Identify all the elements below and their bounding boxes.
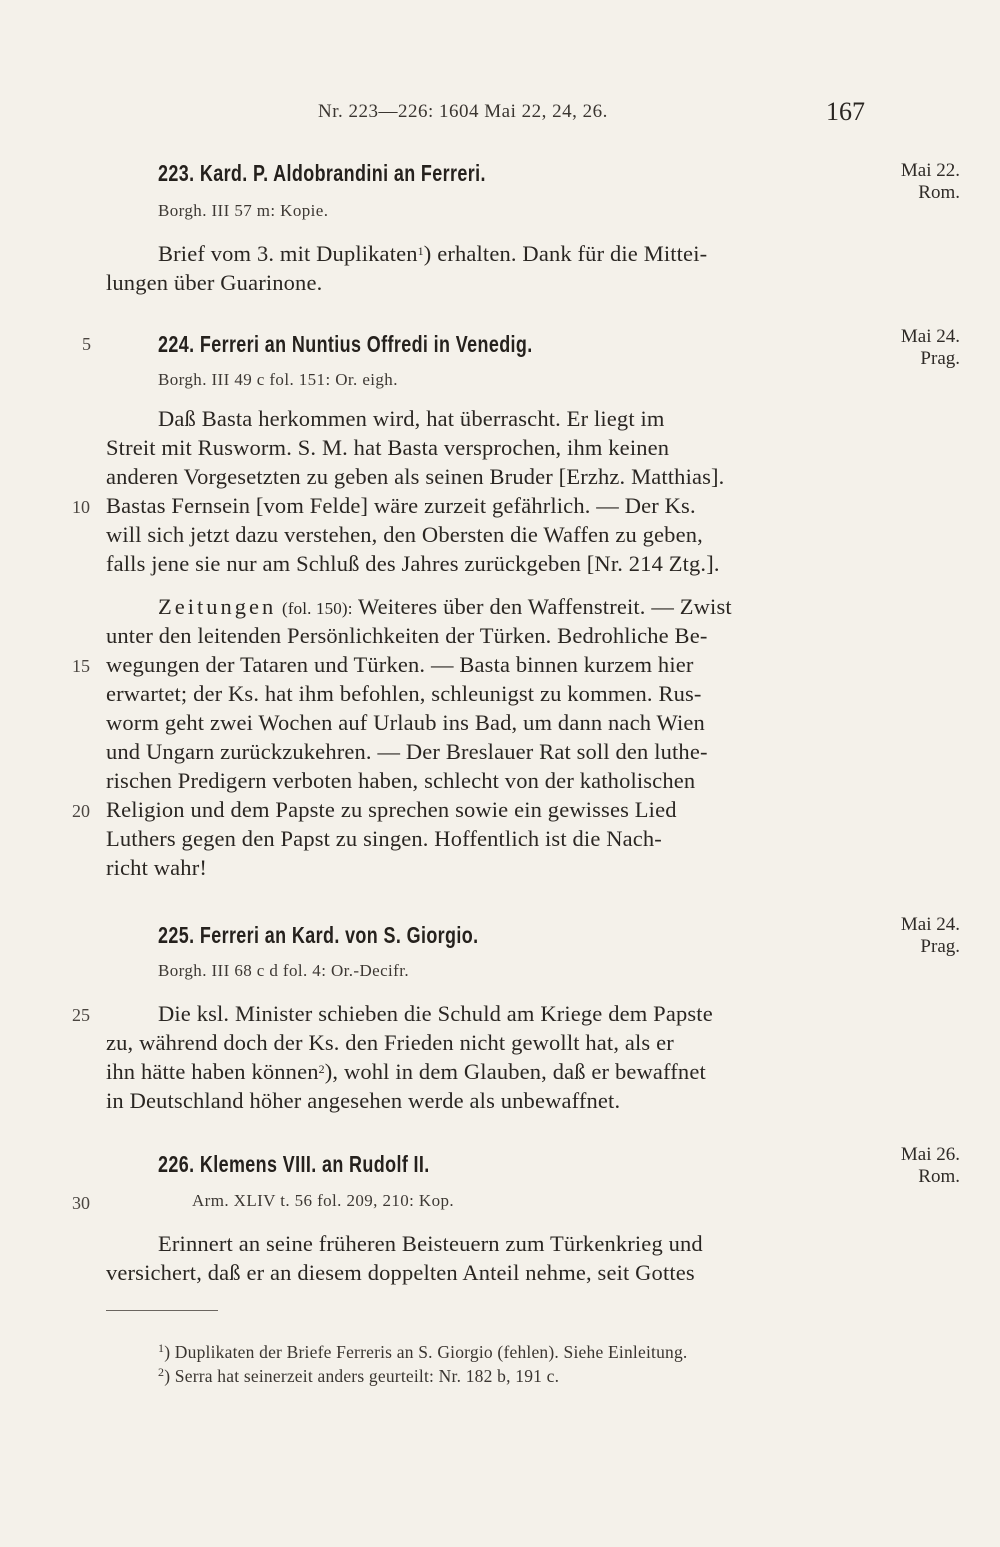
text-line: worm geht zwei Wochen auf Urlaub ins Bad, um dann nach Wien [106,710,705,735]
text-line: richt wahr! [106,855,207,880]
text-line: anderen Vorgesetzten zu geben als seinen Bruder [Erzhz. Matthias]. [106,464,725,489]
margin-date: Mai 22. [900,160,960,181]
line-number: 30 [72,1193,90,1213]
text-line: Die ksl. Minister schieben die Schuld am Kriege dem Papste [158,1001,713,1026]
text-line: ihn hätte haben können$^2$), wohl in dem Glauben, daß er bewaffnet [106,1059,706,1084]
text-line: Religion und dem Papste zu sprechen sowie ein gewisses Lied [106,797,677,822]
running-head: Nr. 223—226: 1604 Mai 22, 24, 26. [318,101,608,122]
line-number: 20 [72,801,90,821]
text-line: Daß Basta herkommen wird, hat überrascht. Er liegt im [158,406,665,431]
entry-source-223: Borgh. III 57 m: Kopie. [158,201,329,220]
line-number: 10 [72,497,90,517]
entry-source-224: Borgh. III 49 c fol. 151: Or. eigh. [158,370,398,389]
margin-date: Mai 24. [900,326,960,347]
text-line: Streit mit Rusworm. S. M. hat Basta versprochen, ihm keinen [106,435,670,460]
margin-date-226 [901,1144,960,1188]
text-line: Erinnert an seine früheren Beisteuern zum Türkenkrieg und [158,1231,703,1256]
entry-heading-223: 223. Kard. P. Aldobrandini an Ferreri. [158,160,486,186]
text-line: zu, während doch der Ks. den Frieden nicht gewollt hat, als er [106,1030,674,1055]
footnote-2: $^2$) Serra hat seinerzeit anders geurteilt: Nr. 182 b, 191 c. [158,1365,560,1386]
footnote-divider [106,1310,218,1311]
line-number: 15 [72,656,90,676]
entry-heading-226: 226. Klemens VIII. an Rudolf II. [158,1151,430,1177]
margin-date-223 [901,160,960,204]
text-line: in Deutschland höher angesehen werde als unbewaffnet. [106,1088,621,1113]
footnote-ref: 2 [318,1062,325,1076]
line-number: 25 [72,1005,90,1025]
entry-source-226: Arm. XLIV t. 56 fol. 209, 210: Kop. [192,1191,455,1210]
text-line: Bastas Fernsein [vom Felde] wäre zurzeit gefährlich. — Der Ks. [106,493,696,518]
margin-place: Prag. [920,936,960,957]
margin-date-225 [901,914,960,958]
footnote-1: $^1$) Duplikaten der Briefe Ferreris an S. Giorgio (fehlen). Siehe Einleitung. [158,1341,688,1362]
text-line: erwartet; der Ks. hat ihm befohlen, schleunigst zu kommen. Rus- [106,681,702,706]
line-number: 5 [82,334,91,354]
text-line: rischen Predigern verboten haben, schlecht von der katholischen [106,768,696,793]
footnote-ref: 1 [417,244,424,258]
text-line: Luthers gegen den Papst zu singen. Hoffentlich ist die Nach- [106,826,662,851]
margin-place: Prag. [920,348,960,369]
margin-date-224 [901,326,960,370]
entry-source-225: Borgh. III 68 c d fol. 4: Or.-Decifr. [158,961,410,980]
margin-place: Rom. [918,182,960,203]
text-line: will sich jetzt dazu verstehen, den Obersten die Waffen zu geben, [106,522,703,547]
text-line: und Ungarn zurückzukehren. — Der Breslauer Rat soll den luthe- [106,739,708,764]
text-line: Zeitungen (fol. 150): Weiteres über den Waffenstreit. — Zwist [158,594,732,619]
text-line: falls jene sie nur am Schluß des Jahres zurückgeben [Nr. 214 Ztg.]. [106,551,720,576]
text-line: Brief vom 3. mit Duplikaten$^1$) erhalten. Dank für die Mittei- [158,241,708,266]
text-line: unter den leitenden Persönlichkeiten der Türken. Bedrohliche Be- [106,623,708,648]
margin-date: Mai 26. [900,1144,960,1165]
text-line: versichert, daß er an diesem doppelten Anteil nehme, seit Gottes [106,1260,695,1285]
text-line: lungen über Guarinone. [106,270,323,295]
page-number: 167 [826,97,865,126]
margin-date: Mai 24. [900,914,960,935]
entry-heading-224: 224. Ferreri an Nuntius Offredi in Venedig. [158,331,533,357]
margin-place: Rom. [918,1166,960,1187]
entry-heading-225: 225. Ferreri an Kard. von S. Giorgio. [158,922,479,948]
text-line: wegungen der Tataren und Türken. — Basta binnen kurzem hier [106,652,694,677]
